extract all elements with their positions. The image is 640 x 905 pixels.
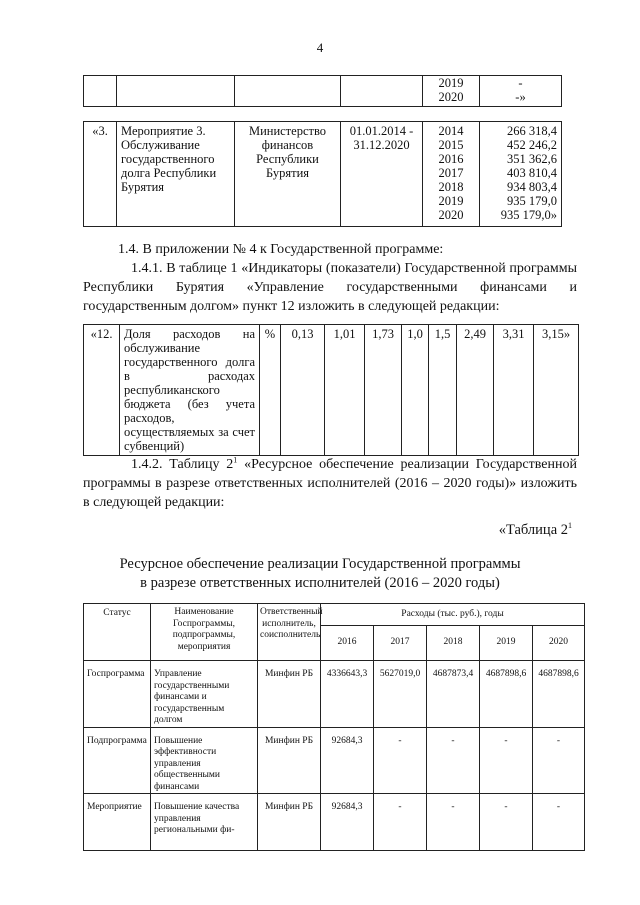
indicator-name: Доля расходов на обслуживание государственного долга в расходах республиканского бюджета (без учета расходов, осуществляемых за счет субвенций) bbox=[120, 325, 260, 456]
table-row bbox=[84, 325, 579, 456]
executor: Министерство финансов Республики Бурятия bbox=[235, 122, 341, 227]
header-row bbox=[84, 604, 585, 626]
row-value: - bbox=[427, 727, 480, 794]
measure-name: Мероприятие 3. Обслуживание государственного долга Республики Бурятия bbox=[117, 122, 235, 227]
indicator-value: 3,31 bbox=[494, 325, 534, 456]
row-value: 4687873,4 bbox=[427, 661, 480, 728]
row-value: - bbox=[374, 794, 427, 851]
table-row bbox=[84, 727, 585, 794]
row-executor: Минфин РБ bbox=[258, 727, 321, 794]
row-name: Повышение эффективности управления общественными финансами bbox=[151, 727, 258, 794]
table-label: «Таблица $2^1$ bbox=[498, 521, 572, 538]
paragraph-1-4: 1.4. В приложении № 4 к Государственной программе: bbox=[118, 242, 444, 257]
amounts-cell: 266 318,4 452 246,2 351 362,6 403 810,4 934 803,4 935 179,0 935 179,0» bbox=[480, 122, 562, 227]
table-row bbox=[84, 661, 585, 728]
header-name: Наименование Госпрограммы, подпрограммы, мероприятия bbox=[151, 604, 258, 661]
years-cell: 2014 2015 2016 2017 2018 2019 2020 bbox=[423, 122, 480, 227]
row-executor: Минфин РБ bbox=[258, 794, 321, 851]
row-value: 4336643,3 bbox=[321, 661, 374, 728]
table-row bbox=[84, 76, 562, 107]
resource-title: Ресурсное обеспечение реализации Государственной программы в разрезе ответственных исполнителей (2016 – 2020 годы) bbox=[119, 556, 521, 591]
row-value: 4687898,6 bbox=[480, 661, 533, 728]
indicator-value: 3,15» bbox=[534, 325, 579, 456]
row-status: Мероприятие bbox=[84, 794, 151, 851]
row-value: - bbox=[374, 727, 427, 794]
row-status: Подпрограмма bbox=[84, 727, 151, 794]
values-cell: - -» bbox=[480, 76, 562, 107]
row-value: - bbox=[533, 727, 585, 794]
paragraph-1-4-2: 1.4.2. Таблицу $2^1$ «Ресурсное обеспечение реализации Государственной программы в разрезе ответственных исполнителей (2016 – 2020 годы)» изложить в следующей редакции: bbox=[83, 455, 577, 510]
row-name: Управление государственными финансами и государственным долгом bbox=[151, 661, 258, 728]
unit: % bbox=[260, 325, 281, 456]
header-year: 2019 bbox=[480, 626, 533, 661]
row-value: - bbox=[480, 794, 533, 851]
row-value: - bbox=[427, 794, 480, 851]
row-status: Госпрограмма bbox=[84, 661, 151, 728]
paragraph-1-4-1: 1.4.1. В таблице 1 «Индикаторы (показатели) Государственной программы Республики Бурятия «Управление государственными финансами и государственным долгом» пункт 12 изложить в следующей редакции: bbox=[83, 261, 577, 314]
header-executor: Ответственный исполнитель, соисполнитель bbox=[258, 604, 321, 661]
row-name: Повышение качества управления региональными фи- bbox=[151, 794, 258, 851]
row-number: «12. bbox=[84, 325, 120, 456]
row-value: 92684,3 bbox=[321, 794, 374, 851]
indicator-value: 1,5 bbox=[429, 325, 457, 456]
header-year: 2018 bbox=[427, 626, 480, 661]
table-row bbox=[84, 794, 585, 851]
period: 01.01.2014 - 31.12.2020 bbox=[341, 122, 423, 227]
row-number: «3. bbox=[84, 122, 117, 227]
row-value: 92684,3 bbox=[321, 727, 374, 794]
table-row bbox=[84, 122, 562, 227]
program-table bbox=[83, 121, 562, 227]
header-status: Статус bbox=[84, 604, 151, 661]
row-value: 4687898,6 bbox=[533, 661, 585, 728]
page-number: 4 bbox=[316, 40, 324, 55]
years-cell: 2019 2020 bbox=[423, 76, 480, 107]
row-value: - bbox=[533, 794, 585, 851]
row-executor: Минфин РБ bbox=[258, 661, 321, 728]
header-year: 2017 bbox=[374, 626, 427, 661]
indicator-table bbox=[83, 324, 579, 456]
row-value: 5627019,0 bbox=[374, 661, 427, 728]
program-table-fragment bbox=[83, 75, 562, 107]
indicator-value: 2,49 bbox=[457, 325, 494, 456]
indicator-value: 0,13 bbox=[281, 325, 325, 456]
resource-table bbox=[83, 603, 585, 851]
header-expenses: Расходы (тыс. руб.), годы bbox=[321, 604, 585, 626]
row-value: - bbox=[480, 727, 533, 794]
header-year: 2020 bbox=[533, 626, 585, 661]
indicator-value: 1,0 bbox=[402, 325, 429, 456]
indicator-value: 1,01 bbox=[325, 325, 365, 456]
header-year: 2016 bbox=[321, 626, 374, 661]
indicator-value: 1,73 bbox=[365, 325, 402, 456]
